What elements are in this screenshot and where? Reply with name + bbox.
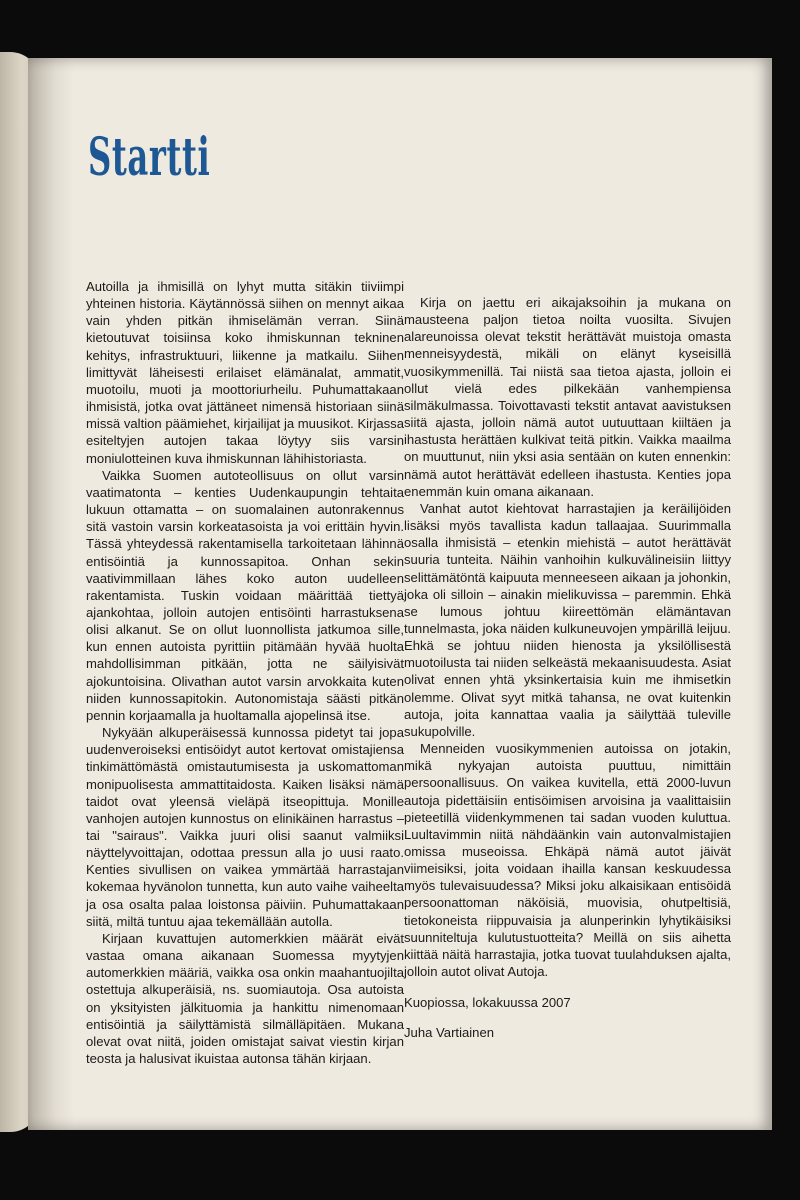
left-paragraph-2: Vaikka Suomen autoteollisuus on ollut varsin vaatimatonta – kenties Uudenkaupungin tehtaita lukuun ottamatta – on suomalainen autonrakennus sitä vastoin varsin korkeatasoista ja voi erittäin hyvin. Tässä yhteydessä rakentamisella tarkoitetaan lähinnä entisöintiä ja kunnossapitoa. Onhan sekin vaativimmillaan lähes koko auton uudelleen rakentamista. Tuskin voidaan määrittää tiettyä ajankohtaa, jolloin autojen entisöinti harrastuksena olisi alkanut. Se on ollut luonnollista jatkumoa sille, kun ennen autoista pyrittiin pitämään hyvää huolta mahdollisimman pitkään, jotta ne säilyisivät ajokuntoisina. Olivathan autot varsin arvokkaita kuten niiden kunnossapitokin. Autonomistaja säästi pitkän pennin korjaamalla ja huoltamalla ajopelinsä itse. bbox=[86, 467, 404, 723]
page-title: Startti bbox=[88, 127, 211, 188]
right-paragraph-2: Vanhat autot kiehtovat harrastajien ja keräilijöiden lisäksi myös tavallista kadun tallaajaa. Suurimmalla osalla ihmisistä – etenkin miehistä – autot herättävät suuria tunteita. Näihin vanhoihin kulkuvälineisiin liittyy selittämätöntä kaipuuta menneeseen aikaan ja johonkin, joka oli silloin – ainakin mielikuvissa – paremmin. Ehkä se lumous johtuu kiireettömän elämäntavan tunnelmasta, joka näiden kulkuneuvojen ympärillä leijuu. Ehkä se johtuu niiden hienosta ja yksilöllisestä muotoilusta tai niiden selkeästä mekaanisuudesta. Asiat olivat ennen yhtä yksinkertaisia kuin me ihmisetkin olemme. Olivat syyt mitkä tahansa, ne ovat kuitenkin autoja, joita kannattaa vaalia ja säilyttää tuleville sukupolville. bbox=[404, 500, 731, 739]
gutter-shadow bbox=[28, 58, 74, 1130]
signature-author: Juha Vartiainen bbox=[404, 1025, 495, 1041]
right-paragraph-1: Kirja on jaettu eri aikajaksoihin ja mukana on mausteena paljon tietoa noilta vuosilta. Sivujen alareunoissa olevat tekstit herättävät muistoja omasta menneisyydestä, mikäli on elänyt kyseisillä vuosikymmenillä. Tai niistä saa tietoa ajasta, jolloin ei ollut vielä edes pilkekään vanhempiensa silmäkulmassa. Toivottavasti tekstit antavat aavistuksen siitä ajasta, jolloin nämä autot uutuuttaan kiiltäen ja ihastusta herättäen kulkivat teitä pitkin. Vaikka maailma on muuttunut, niin yksi asia sentään on kuten ennenkin: nämä autot herättävät edelleen ihastusta. Kenties jopa enemmän kuin omana aikanaan. bbox=[404, 295, 731, 499]
left-paragraph-3: Nykyään alkuperäisessä kunnossa pidetyt tai jopa uudenveroiseksi entisöidyt autot kertovat omistajiensa tinkimättömästä omistautumisesta ja uskomattoman monipuolisesta ammattitaidosta. Kaiken lisäksi nämä taidot ovat yleensä vieläpä itseopittuja. Monille vanhojen autojen kunnostus on elinikäinen harrastus – tai "sairaus". Vaikka juuri olisi saanut valmiiksi näyttelyvoittajan, odottaa pressun alla jo uusi raato. Kenties sivullisen on vaikea ymmärtää harrastajan kokemaa hyvänolon tunnetta, kun auto vaihe vaiheelta ja osa osalta palaa loistonsa päiviin. Puhumattakaan siitä, miltä tuntuu ajaa tekemällään autolla. bbox=[86, 725, 404, 929]
left-paragraph-1: Autoilla ja ihmisillä on lyhyt mutta sitäkin tiiviimpi yhteinen historia. Käytännössä siihen on mennyt aikaa vain yhden pitkän ihmiselämän verran. Siinä kietoutuvat toisiinsa koko ihmiskunnan tekninen kehitys, infrastruktuuri, liikenne ja matkailu. Siihen limittyvät läheisesti erilaiset elämänalat, ammatit, muotoilu, muoti ja moottoriurheilu. Puhumattakaan ihmisistä, jotka ovat jättäneet nimensä historiaan siinä missä valtion päämiehet, kirjailijat ja muusikot. Kirjassa esiteltyjen autojen takaa löytyy siis varsin moniulotteinen kuva ihmiskunnan lähihistoriasta. bbox=[86, 279, 405, 466]
left-text-column bbox=[86, 278, 404, 1067]
right-text-column bbox=[404, 294, 731, 1042]
book-page bbox=[28, 58, 772, 1130]
signature-place-date: Kuopiossa, lokakuussa 2007 bbox=[404, 995, 571, 1011]
right-paragraph-3: Menneiden vuosikymmenien autoissa on jotakin, mikä nykyajan autoista puuttuu, nimittäin persoonallisuus. On vaikea kuvitella, että 2000-luvun autoja pidettäisiin entisöimisen arvoisina ja vaalittaisiin pieteetillä viidenkymmenen tai sadan vuoden kuluttua. Luultavimmin niitä nähdäänkin vain autonvalmistajien omissa museoissa. Ehkäpä nämä autot jäivät viimeisiksi, joita voidaan ihailla kansan keskuudessa myös tulevaisuudessa? Miksi joku alkaisikaan entisöidä persoonattoman näköisiä, muovisia, ohutpeltisiä, tietokoneista riippuvaisia ja alunperinkin lyhytikäisiksi suunniteltuja kulutustuotteita? Meillä on siis aihetta kiittää näitä harrastajia, jotka tuovat tuulahduksen ajalta, jolloin autot olivat Autoja. bbox=[404, 741, 731, 980]
left-paragraph-4: Kirjaan kuvattujen automerkkien määrät eivät vastaa omana aikanaan Suomessa myytyjen automerkkien määriä, vaikka osa onkin maahantuojilta ostettuja alkuperäisiä, ns. suomiautoja. Osa autoista on yksityisten jälkituomia ja hankittu nimenomaan entisöintiä ja säilyttämistä silmälläpitäen. Mukana olevat ovat niitä, joiden omistajat saivat viestin kirjan teosta ja halusivat ikuistaa autonsa tähän kirjaan. bbox=[86, 930, 404, 1067]
